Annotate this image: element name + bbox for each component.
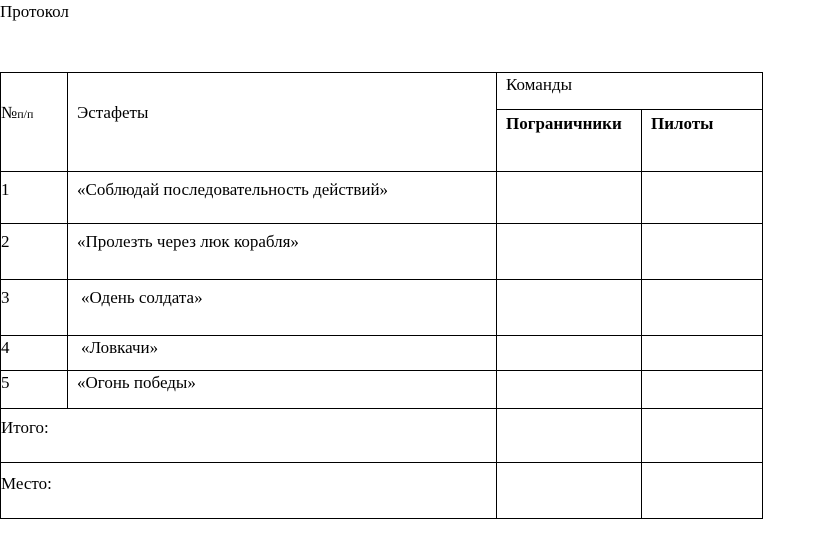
score-cell bbox=[642, 280, 763, 336]
row-number: 1 bbox=[1, 180, 10, 199]
score-cell bbox=[642, 172, 763, 224]
score-cell bbox=[497, 280, 642, 336]
score-cell bbox=[497, 463, 642, 519]
place-label: Место: bbox=[1, 474, 52, 493]
table-row bbox=[1, 224, 763, 280]
relays-column-header bbox=[68, 73, 497, 172]
relays-header-label: Эстафеты bbox=[77, 103, 149, 122]
relay-name: «Одень солдата» bbox=[81, 288, 203, 307]
number-sign: № bbox=[1, 103, 18, 122]
total-row bbox=[1, 409, 763, 463]
score-cell bbox=[642, 336, 763, 371]
row-number: 3 bbox=[1, 288, 10, 307]
table-row bbox=[1, 280, 763, 336]
team-header-border-guards bbox=[497, 110, 642, 172]
score-cell bbox=[497, 409, 642, 463]
score-cell bbox=[497, 371, 642, 409]
row-number: 4 bbox=[1, 338, 10, 357]
document-title: Протокол bbox=[0, 2, 69, 21]
table-row bbox=[1, 336, 763, 371]
team-name-2: Пилоты bbox=[651, 114, 714, 133]
relay-name: «Ловкачи» bbox=[81, 338, 159, 357]
teams-header-label: Команды bbox=[506, 75, 573, 94]
number-subscript: п/п bbox=[17, 107, 34, 121]
score-cell bbox=[642, 224, 763, 280]
score-cell bbox=[497, 224, 642, 280]
place-row bbox=[1, 463, 763, 519]
table-row bbox=[1, 371, 763, 409]
score-cell bbox=[497, 172, 642, 224]
relay-name: «Соблюдай последовательность действий» bbox=[77, 180, 389, 199]
teams-header bbox=[497, 73, 763, 110]
relay-name: «Пролезть через люк корабля» bbox=[77, 232, 299, 251]
score-cell bbox=[642, 409, 763, 463]
table-row bbox=[1, 172, 763, 224]
score-cell bbox=[497, 336, 642, 371]
row-number: 2 bbox=[1, 232, 10, 251]
protocol-table bbox=[0, 72, 763, 519]
number-column-header bbox=[1, 73, 68, 172]
score-cell bbox=[642, 463, 763, 519]
relay-name: «Огонь победы» bbox=[77, 373, 196, 392]
row-number: 5 bbox=[1, 373, 10, 392]
team-header-pilots bbox=[642, 110, 763, 172]
team-name-1: Пограничники bbox=[506, 114, 622, 133]
header-row-top bbox=[1, 73, 763, 110]
total-label: Итого: bbox=[1, 418, 49, 437]
score-cell bbox=[642, 371, 763, 409]
